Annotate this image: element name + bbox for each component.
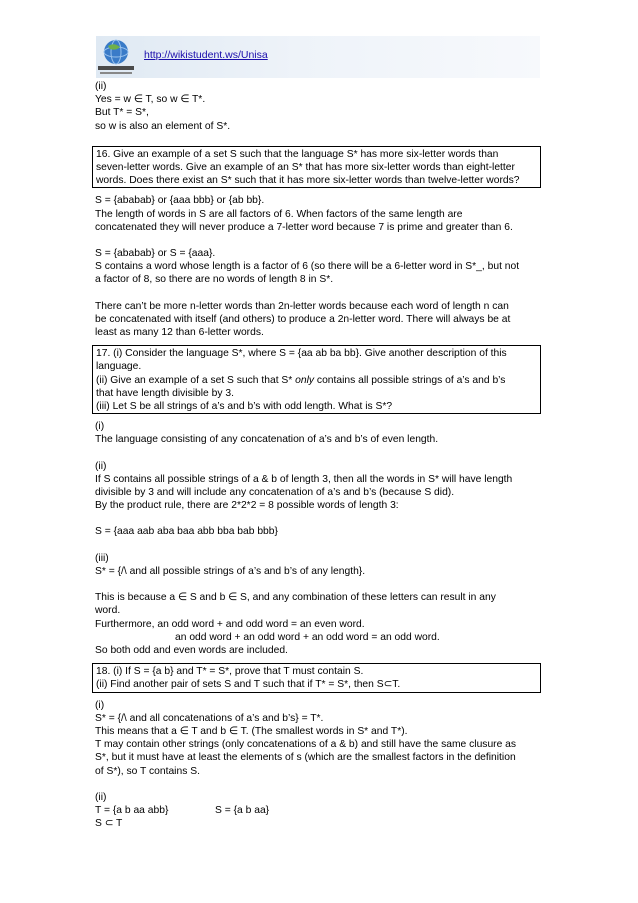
text-line: The language consisting of any concatenation of a’s and b’s of even length. <box>95 434 439 446</box>
text-line: This means that a ∈ T and b ∈ T. (The smallest words in S* and T*). <box>95 725 408 737</box>
wikistudent-link[interactable]: http://wikistudent.ws/Unisa <box>144 49 268 61</box>
question-18-box <box>92 663 541 692</box>
text-line: There can’t be more n-letter words than 2n-letter words because each word of length n can <box>95 300 509 312</box>
question-text: contains all possible strings of a’s and b’s <box>314 374 506 386</box>
part-label: (ii) <box>95 81 107 92</box>
part-label: (iii) <box>95 552 109 564</box>
text-line: S = {ababab} or {aaa bbb} or {ab bb}. <box>95 195 265 207</box>
question-16-box <box>92 146 541 189</box>
text-line: So both odd and even words are included. <box>95 644 288 656</box>
part-label: (i) <box>95 699 105 711</box>
part-label: (ii) <box>95 791 107 803</box>
text-line: be concatenated with itself (and others) to produce a 2n-letter word. There will always be at <box>95 313 511 325</box>
question-line: 16. Give an example of a set S such that the language S* has more six-letter words than <box>96 148 499 160</box>
text-line: S ⊂ T <box>95 818 123 830</box>
question-text: (ii) Give an example of a set S such that S* <box>96 374 296 386</box>
part-label: (i) <box>95 421 105 433</box>
text-line: least as many 12 than 6-letter words. <box>95 327 264 339</box>
text-line: word. <box>95 605 121 617</box>
emphasis-text: only <box>295 374 315 386</box>
text-line <box>95 804 541 817</box>
question-line: (iii) Let S be all strings of a’s and b’s with odd length. What is S*? <box>96 401 393 413</box>
document-body <box>95 80 541 830</box>
text-line: The length of words in S are all factors of 6. When factors of the same length are <box>95 208 463 220</box>
text-line: Furthermore, an odd word + and odd word = an even word. <box>95 618 365 630</box>
question-line: language. <box>96 361 142 373</box>
text-line: of S*), so T contains S. <box>95 765 200 777</box>
question-17-box <box>92 345 541 414</box>
text-line: This is because a ∈ S and b ∈ S, and any combination of these letters can result in any <box>95 592 496 604</box>
question-line: words. Does there exist an S* such that it has more six-letter words than twelve-letter words? <box>96 175 520 187</box>
question-line: 18. (i) If S = {a b} and T* = S*, prove that T must contain S. <box>96 666 364 678</box>
text-line: a factor of 8, so there are no words of length 8 in S*. <box>95 274 334 286</box>
part-label: (ii) <box>95 460 107 472</box>
text-line: S* = {/\ and all possible strings of a’s and b’s of any length}. <box>95 565 366 577</box>
text-line: S = {ababab} or S = {aaa}. <box>95 248 216 260</box>
set-t: T = {a b aa abb} <box>95 804 169 816</box>
text-line: S contains a word whose length is a factor of 6 (so there will be a 6-letter word in S*_, but not <box>95 261 520 273</box>
text-line: But T* = S*, <box>95 107 149 119</box>
text-line: S = {aaa aab aba baa abb bba bab bbb} <box>95 526 278 538</box>
text-line: an odd word + an odd word + an odd word = an odd word. <box>175 631 440 643</box>
text-line: divisible by 3 and will include any concatenation of a’s and b’s (because S did). <box>95 487 455 499</box>
text-line: concatenated they will never produce a 7-letter word because 7 is prime and greater than 6. <box>95 221 513 233</box>
question-line: (ii) Find another pair of sets S and T such that if T* = S*, then S⊂T. <box>96 679 401 691</box>
text-line: S*, but it must have at least the elements of s (which are the smallest factors in the definition <box>95 752 516 764</box>
question-line: 17. (i) Consider the language S*, where S = {aa ab ba bb}. Give another description of this <box>96 348 507 360</box>
set-s: S = {a b aa} <box>215 804 270 816</box>
text-line: If S contains all possible strings of a & b of length 3, then all the words in S* will have length <box>95 473 513 485</box>
question-line: that have length divisible by 3. <box>96 387 234 399</box>
header-banner <box>96 36 540 78</box>
text-line: By the product rule, there are 2*2*2 = 8 possible words of length 3: <box>95 500 399 512</box>
globe-logo-icon <box>96 36 136 78</box>
text-line: so w is also an element of S*. <box>95 120 231 132</box>
question-line: seven-letter words. Give an example of an S* that has more six-letter words than eight-letter <box>96 162 515 174</box>
text-line: T may contain other strings (only concatenations of a & b) and still have the same clusure as <box>95 739 517 751</box>
text-line: Yes = w ∈ T, so w ∈ T*. <box>95 94 206 106</box>
question-line <box>96 374 537 387</box>
text-line: S* = {/\ and all concatenations of a’s and b’s} = T*. <box>95 712 324 724</box>
